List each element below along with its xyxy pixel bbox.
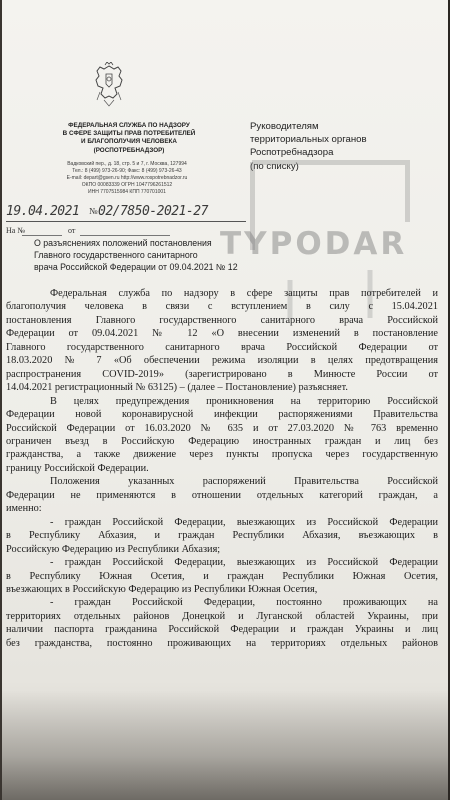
body-line: в Республику Южная Осетия, и граждан Республики Южная Осетия, (6, 570, 438, 582)
body-line: территориях отдельных районов Донецкой и Луганской областей Украины, при (6, 610, 438, 622)
body-line: Федеральная служба по надзору в сфере защиты прав потребителей и (50, 288, 438, 299)
body-line: благополучия человека в связи с вступлением в силу с 15.04.2021 (6, 301, 438, 313)
body-line: границу Российской Федерации. (6, 462, 149, 474)
body-line: 18.03.2020 № 7 «Об обеспечении режима изоляции в целях предотвращения (6, 355, 438, 367)
reference-ot-line (80, 235, 170, 236)
registration-underline (6, 221, 246, 222)
body-line: въезжающих в Российскую Федерацию из Республики Южная Осетия, (6, 583, 318, 595)
contact-inn: ИНН 7707515984 КПП 770701001 (88, 188, 166, 195)
recipient-line: (по списку) (250, 160, 299, 172)
document-page (2, 0, 448, 800)
photo-shadow (2, 690, 448, 800)
letter-body (6, 287, 438, 650)
subject-line: врача Российской Федерации от 09.04.2021 № 12 (34, 262, 238, 272)
agency-contacts (36, 161, 218, 196)
watermark-text: TYPODAR (220, 226, 408, 262)
body-line: 14.04.2021 регистрационный № 63125) – (далее – Постановление) разъясняет. (6, 382, 348, 394)
reference-na-line (22, 235, 62, 236)
contact-address: Вадковский пер., д. 18, стр. 5 и 7, г. Москва, 127994 (67, 161, 187, 167)
body-line: В целях предупреждения проникновения на территорию Российской (50, 395, 438, 407)
reference-na-label: На № (6, 226, 25, 235)
contact-okpo: ОКПО 00083339 ОГРН 1047796261512 (81, 181, 173, 188)
body-line: Российской Федерации от 16.03.2020 № 635 и от 27.03.2020 № 763 временно (6, 422, 438, 434)
body-line: Федерации от 09.04.2021 № 12 «О внесении изменений в постановление (6, 328, 438, 340)
body-line: без гражданства, постоянно проживающих на территориях отдельных районов (6, 637, 438, 649)
body-line: Главного государственного санитарного врача Российской Федерации от (6, 341, 438, 353)
body-line: гражданства, а также движение через пункты пропуска через государственную (6, 449, 438, 461)
reference-row (6, 226, 206, 235)
contact-email: E-mail: depart@gsen.ru http://www.rospotrebnadzor.ru (66, 174, 188, 181)
body-line: распространения COVID-2019» (зарегистрировано в Минюсте России от (6, 368, 438, 380)
body-line: Федерации не применяются в отношении отдельных категорий граждан, а (6, 489, 438, 501)
registration-date: 19.04.2021 (6, 204, 80, 219)
body-line: Федерации новой коронавирусной инфекции распоряжениями Правительства (6, 409, 438, 421)
registration-line (6, 204, 246, 224)
agency-name: ФЕДЕРАЛЬНАЯ СЛУЖБА ПО НАДЗОРУ В СФЕРЕ ЗАЩИТЫ ПРАВ ПОТРЕБИТЕЛЕЙ И БЛАГОПОЛУЧИЯ ЧЕЛОВЕКА (РОСПОТРЕБНАДЗОР) (62, 122, 196, 154)
body-line: Положения указанных распоряжений Правительства Российской (50, 476, 438, 488)
body-line: именно: (6, 503, 42, 515)
recipient-line: Роспотребнадзора (250, 147, 334, 159)
recipient-line: территориальных органов (250, 134, 367, 146)
subject-line: Главного государственного санитарного (34, 250, 198, 260)
body-line: Российскую Федерацию из Республики Абхазия; (6, 543, 221, 555)
subject-line: О разъяснениях положений постановления (34, 238, 212, 248)
contact-phone: Тел.: 8 (499) 973-26-90; Факс: 8 (499) 973-26-43 (72, 167, 182, 174)
body-line: постановления Главного государственного санитарного врача Российской (6, 314, 438, 326)
body-line: - граждан Российской Федерации, выезжающих из Российской Федерации (50, 516, 438, 528)
body-line: ограничен въезд в Российскую Федерацию иностранных граждан и лиц без (6, 435, 438, 447)
body-line: наличии паспорта гражданина Российской Федерации и граждан Украины и лиц (6, 624, 438, 636)
recipient-line: Руководителям (250, 121, 319, 132)
registration-number: 02/7850-2021-27 (98, 204, 208, 219)
reference-ot-label: от (68, 226, 76, 235)
body-line: в Республику Абхазия, и граждан Республики Абхазия, въезжающих в (6, 530, 438, 542)
body-line: - граждан Российской Федерации, выезжающих из Российской Федерации (50, 557, 438, 569)
coat-of-arms-icon (92, 62, 126, 108)
registration-no-label: № (89, 206, 98, 216)
body-line: - граждан Российской Федерации, постоянно проживающих на (50, 597, 438, 609)
